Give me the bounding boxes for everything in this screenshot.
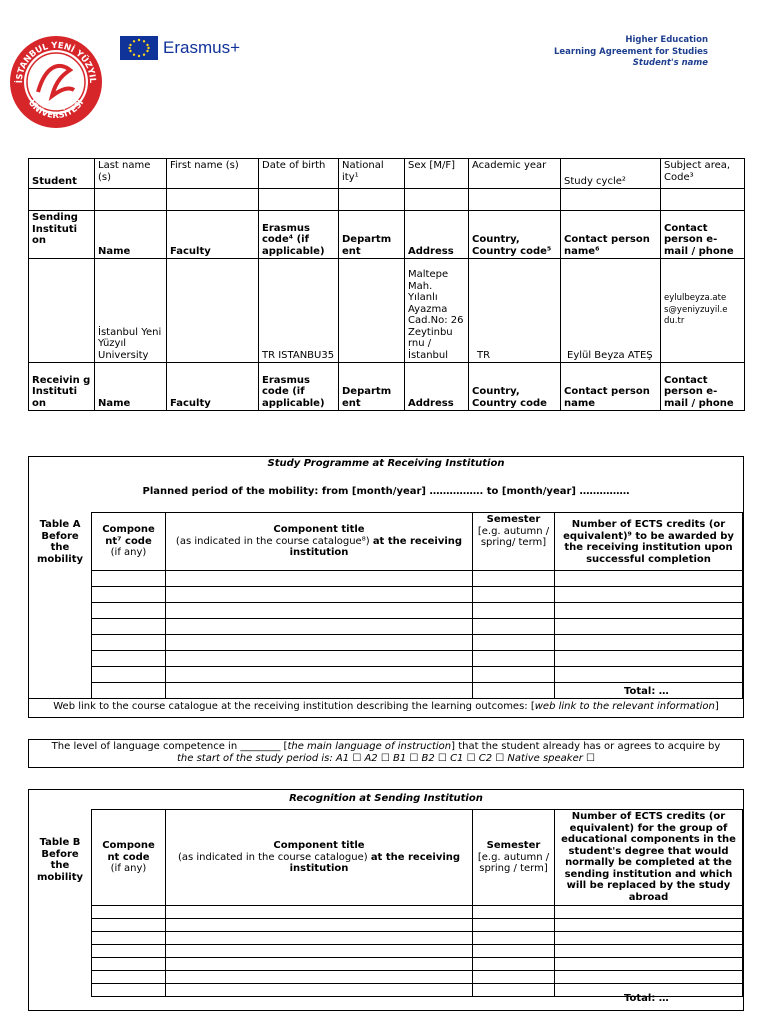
erasmus-logo: [120, 36, 240, 60]
table-a-code-header-label: Compone nt⁷ code: [102, 524, 155, 547]
dob-field[interactable]: [259, 189, 339, 211]
table-a-semester-label: Semester: [486, 514, 541, 525]
table-a-title-header-label: Component title: [273, 524, 365, 536]
table-a: [91, 512, 743, 699]
table-row[interactable]: [92, 587, 743, 603]
study-cycle-field[interactable]: [561, 189, 661, 211]
table-a-code-header: [92, 513, 166, 571]
svg-text:İSTANBUL YENİ YÜZYIL: İSTANBUL YENİ YÜZYIL: [14, 40, 98, 84]
subject-area-field[interactable]: [661, 189, 745, 211]
nationality-header: National ity¹: [339, 159, 405, 189]
table-b-total: Total: …: [624, 993, 669, 1004]
table-row[interactable]: [92, 619, 743, 635]
table-b-semester-label: Semester: [486, 840, 541, 852]
first-name-header: First name (s): [167, 159, 259, 189]
sending-country-header: Country, Country code⁵: [469, 211, 561, 259]
table-row[interactable]: [92, 906, 743, 919]
table-row[interactable]: [92, 667, 743, 683]
dob-header: Date of birth: [259, 159, 339, 189]
first-name-field[interactable]: [167, 189, 259, 211]
table-row[interactable]: [92, 635, 743, 651]
language-line1-b: ] that the student already has or agrees to acquire by: [451, 741, 721, 752]
table-b-title-header-label2: at the receiving institution: [289, 851, 461, 875]
subject-area-header: Subject area, Code³: [661, 159, 745, 189]
receiving-country-header: Country, Country code: [469, 363, 561, 411]
study-cycle-header: Study cycle²: [561, 159, 661, 189]
table-a-title: Study Programme at Receiving Institution: [267, 458, 505, 469]
table-a-period: Planned period of the mobility: from [month/year] ……………. to [month/year] ……………: [142, 486, 630, 497]
table-a-title-header-label2: at the receiving institution: [289, 535, 463, 559]
receiving-contact-header: Contact person name: [561, 363, 661, 411]
receiving-institution-label: Receivin g Instituti on: [29, 363, 95, 411]
receiving-address-header: Address: [405, 363, 469, 411]
sending-name-value: İstanbul Yeni Yüzyıl University: [95, 259, 167, 363]
table-row[interactable]: [92, 603, 743, 619]
sex-field[interactable]: [405, 189, 469, 211]
header-line-2: Learning Agreement for Studies: [554, 46, 708, 57]
receiving-email-header: Contact person e-mail / phone: [661, 363, 745, 411]
table-b-semester-sub: [e.g. autumn / spring / term]: [477, 851, 550, 875]
receiving-name-header: Name: [95, 363, 167, 411]
table-b-title-header-label: Component title: [273, 840, 365, 852]
sending-email-header: Contact person e-mail / phone: [661, 211, 745, 259]
sex-header: Sex [M/F]: [405, 159, 469, 189]
table-b: [91, 809, 743, 997]
table-a-title-header-sub: (as indicated in the course catalogue⁸): [175, 535, 370, 547]
sending-country-value: TR: [469, 259, 561, 363]
table-a-weblink: [28, 698, 744, 716]
table-row[interactable]: [92, 958, 743, 971]
sending-institution-label: Sending Instituti on: [29, 211, 95, 259]
sending-contact-header: Contact person name⁶: [561, 211, 661, 259]
university-seal-logo: [8, 34, 104, 130]
nationality-field[interactable]: [339, 189, 405, 211]
receiving-erasmus-code-header: Erasmus code (if applicable): [259, 363, 339, 411]
table-a-semester-header: [473, 513, 555, 571]
table-row[interactable]: [92, 571, 743, 587]
table-b-code-header-label: Compone nt code: [102, 840, 155, 863]
receiving-faculty-header: Faculty: [167, 363, 259, 411]
last-name-header: Last name (s): [95, 159, 167, 189]
table-a-side-label: Table A Before the mobility: [36, 519, 84, 565]
language-text: [28, 741, 744, 765]
sending-contact-value: Eylül Beyza ATEŞ: [561, 259, 661, 363]
header-line-3: Student's name: [632, 58, 708, 68]
table-row[interactable]: [92, 932, 743, 945]
sending-faculty-field[interactable]: [167, 259, 259, 363]
sending-department-header: Departm ent: [339, 211, 405, 259]
last-name-field[interactable]: [95, 189, 167, 211]
language-line1-a: The level of language competence in ________ [: [51, 741, 288, 752]
table-row[interactable]: [92, 651, 743, 667]
table-b-code-header: [92, 810, 166, 906]
weblink-placeholder[interactable]: web link to the relevant information: [534, 701, 715, 712]
student-info-table: [28, 158, 745, 411]
eu-flag-icon: [120, 36, 158, 60]
erasmus-wordmark: Erasmus+: [163, 38, 240, 57]
receiving-department-header: Departm ent: [339, 363, 405, 411]
header-line-1: Higher Education: [625, 35, 708, 45]
table-a-semester-sub: [e.g. autumn / spring/ term]: [477, 525, 550, 548]
sending-faculty-header: Faculty: [167, 211, 259, 259]
table-b-code-header-sub: (if any): [110, 863, 147, 875]
table-b-title: Recognition at Sending Institution: [289, 793, 483, 804]
table-row[interactable]: [92, 971, 743, 984]
sending-address-header: Address: [405, 211, 469, 259]
academic-year-field[interactable]: [469, 189, 561, 211]
sending-email-value: eylulbeyza.ate s@yeniyzuyil.e du.tr: [661, 259, 745, 363]
document-header: [554, 35, 708, 70]
sending-erasmus-code-header: Erasmus code⁴ (if applicable): [259, 211, 339, 259]
table-b-title-header-sub: (as indicated in the course catalogue): [177, 851, 368, 863]
sending-address-value: Maltepe Mah. Yılanlı Ayazma Cad.No: 26 Zeytinbu rnu / İstanbul: [405, 259, 469, 363]
table-a-title-header: [166, 513, 473, 571]
weblink-prefix: Web link to the course catalogue at the receiving institution describing the learning outcomes: [: [53, 701, 535, 712]
student-label: Student: [29, 159, 95, 189]
language-line1-italic: the main language of instruction: [287, 741, 452, 752]
svg-text:ÜNİVERSİTESİ: ÜNİVERSİTESİ: [25, 98, 87, 122]
table-row[interactable]: [92, 919, 743, 932]
academic-year-header: Academic year: [469, 159, 561, 189]
table-a-total: Total: …: [624, 686, 669, 697]
table-a-code-header-sub: (if any): [110, 547, 147, 559]
sending-code-value: TR ISTANBU35: [259, 259, 339, 363]
table-a-ects-header: Number of ECTS credits (or equivalent)⁹ to be awarded by the receiving institution upon successful completion: [555, 513, 743, 571]
table-b-side-label: Table B Before the mobility: [36, 837, 84, 883]
weblink-suffix: ]: [714, 701, 719, 712]
table-row[interactable]: [92, 945, 743, 958]
table-b-semester-header: [473, 810, 555, 906]
table-b-ects-header: Number of ECTS credits (or equivalent) for the group of educational components in the student's degree that would normally be completed at the sending institution and which will be replaced by the study abroad: [555, 810, 743, 906]
sending-department-field[interactable]: [339, 259, 405, 363]
table-b-title-header: [166, 810, 473, 906]
language-level-options[interactable]: the start of the study period is: A1 ☐ A2 ☐ B1 ☐ B2 ☐ C1 ☐ C2 ☐ Native speaker ☐: [176, 753, 596, 764]
sending-name-header: Name: [95, 211, 167, 259]
